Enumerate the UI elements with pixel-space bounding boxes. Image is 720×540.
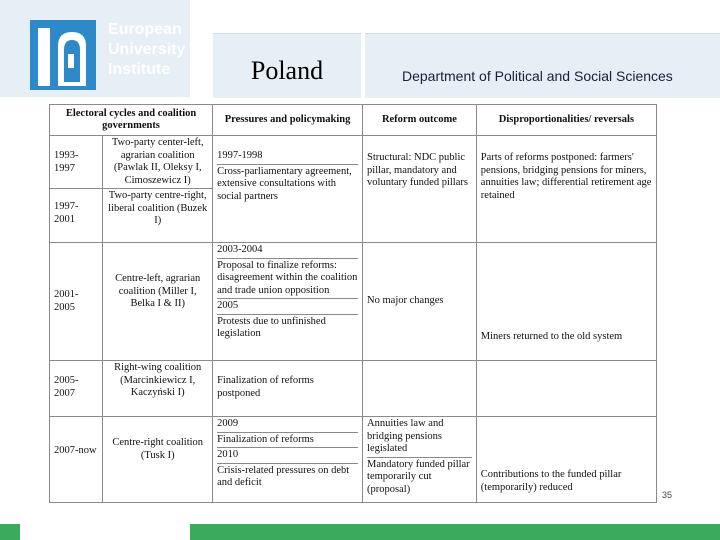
pressure-year: 2010 [217, 449, 358, 464]
footer-accent-left [0, 524, 20, 540]
coalition-cell: Centre-left, agrarian coalition (Miller I, Belka I & II) [103, 243, 213, 361]
pressures-cell [213, 417, 363, 503]
disproportionality-cell [476, 136, 656, 243]
logo-wordmark: European University Institute [108, 21, 186, 78]
pressure-year: 2009 [217, 418, 358, 433]
years-cell: 2005-2007 [50, 361, 103, 417]
pressure-year: 2003-2004 [217, 244, 358, 259]
pressures-cell [213, 243, 363, 361]
outcome-text: No major changes [367, 295, 444, 306]
years-cell: 2007-now [50, 417, 103, 503]
disproportionality-cell [476, 361, 656, 417]
coalition-cell: Two-party centre-right, liberal coalition (Buzek I) [103, 189, 213, 243]
pressure-text: Proposal to finalize reforms: disagreement within the coalition and trade union opposition [217, 260, 358, 300]
years-cell: 1997-2001 [50, 189, 103, 243]
pressures-cell [213, 361, 363, 417]
table-row [50, 136, 657, 189]
pressure-text: Finalization of reforms postponed [217, 375, 314, 399]
slide-title: Poland [250, 56, 324, 85]
pressure-text: Finalization of reforms [217, 434, 358, 449]
header-disproportionalities: Disproportionalities/ reversals [476, 105, 656, 136]
disproportionality-cell [476, 243, 656, 361]
outcome-cell [363, 361, 477, 417]
years-cell: 1993-1997 [50, 136, 103, 189]
outcome-cell [363, 417, 477, 503]
disp-text: Contributions to the funded pillar (temporarily) reduced [480, 469, 622, 493]
pressure-text: Cross-parliamentary agreement, extensive consultations with social partners [217, 165, 352, 202]
table-row [50, 417, 657, 503]
reform-table [49, 104, 657, 503]
department-box [365, 33, 720, 98]
department-name: Department of Political and Social Sciences [402, 68, 673, 84]
institute-logo-icon [30, 20, 96, 90]
coalition-cell: Centre-right coalition (Tusk I) [103, 417, 213, 503]
footer-accent-bar [190, 524, 720, 540]
coalition-cell: Right-wing coalition (Marcinkiewicz I, Kaczyński I) [103, 361, 213, 417]
title-box [213, 33, 361, 98]
logo-area [0, 0, 190, 97]
outcome-text: Annuities law and bridging pensions legislated [367, 418, 472, 458]
table-header-row [50, 105, 657, 136]
table-row [50, 361, 657, 417]
disp-text: Parts of reforms postponed: farmers' pensions, bridging pensions for miners, annuities law; differential retirement age retained [480, 152, 652, 201]
pressure-text: Crisis-related pressures on debt and deficit [217, 464, 350, 488]
disp-text: Miners returned to the old system [480, 331, 623, 342]
page-number: 35 [662, 490, 673, 500]
header-reform-outcome: Reform outcome [363, 105, 477, 136]
outcome-cell [363, 243, 477, 361]
outcome-cell [363, 136, 477, 243]
header-electoral-cycles: Electoral cycles and coalition governments [50, 105, 213, 136]
pressures-cell [213, 136, 363, 243]
disproportionality-cell [476, 417, 656, 503]
outcome-text: Structural: NDC public pillar, mandatory and voluntary funded pillars [367, 152, 468, 188]
coalition-cell: Two-party center-left, agrarian coalition (Pawlak II, Oleksy I, Cimoszewicz I) [103, 136, 213, 189]
pressure-year: 1997-1998 [217, 150, 358, 165]
outcome-text: Mandatory funded pillar temporarily cut (proposal) [367, 458, 470, 495]
header-pressures: Pressures and policymaking [213, 105, 363, 136]
pressure-year: 2005 [217, 300, 358, 315]
pressure-text: Protests due to unfinished legislation [217, 315, 326, 339]
table-row [50, 243, 657, 361]
years-cell: 2001-2005 [50, 243, 103, 361]
